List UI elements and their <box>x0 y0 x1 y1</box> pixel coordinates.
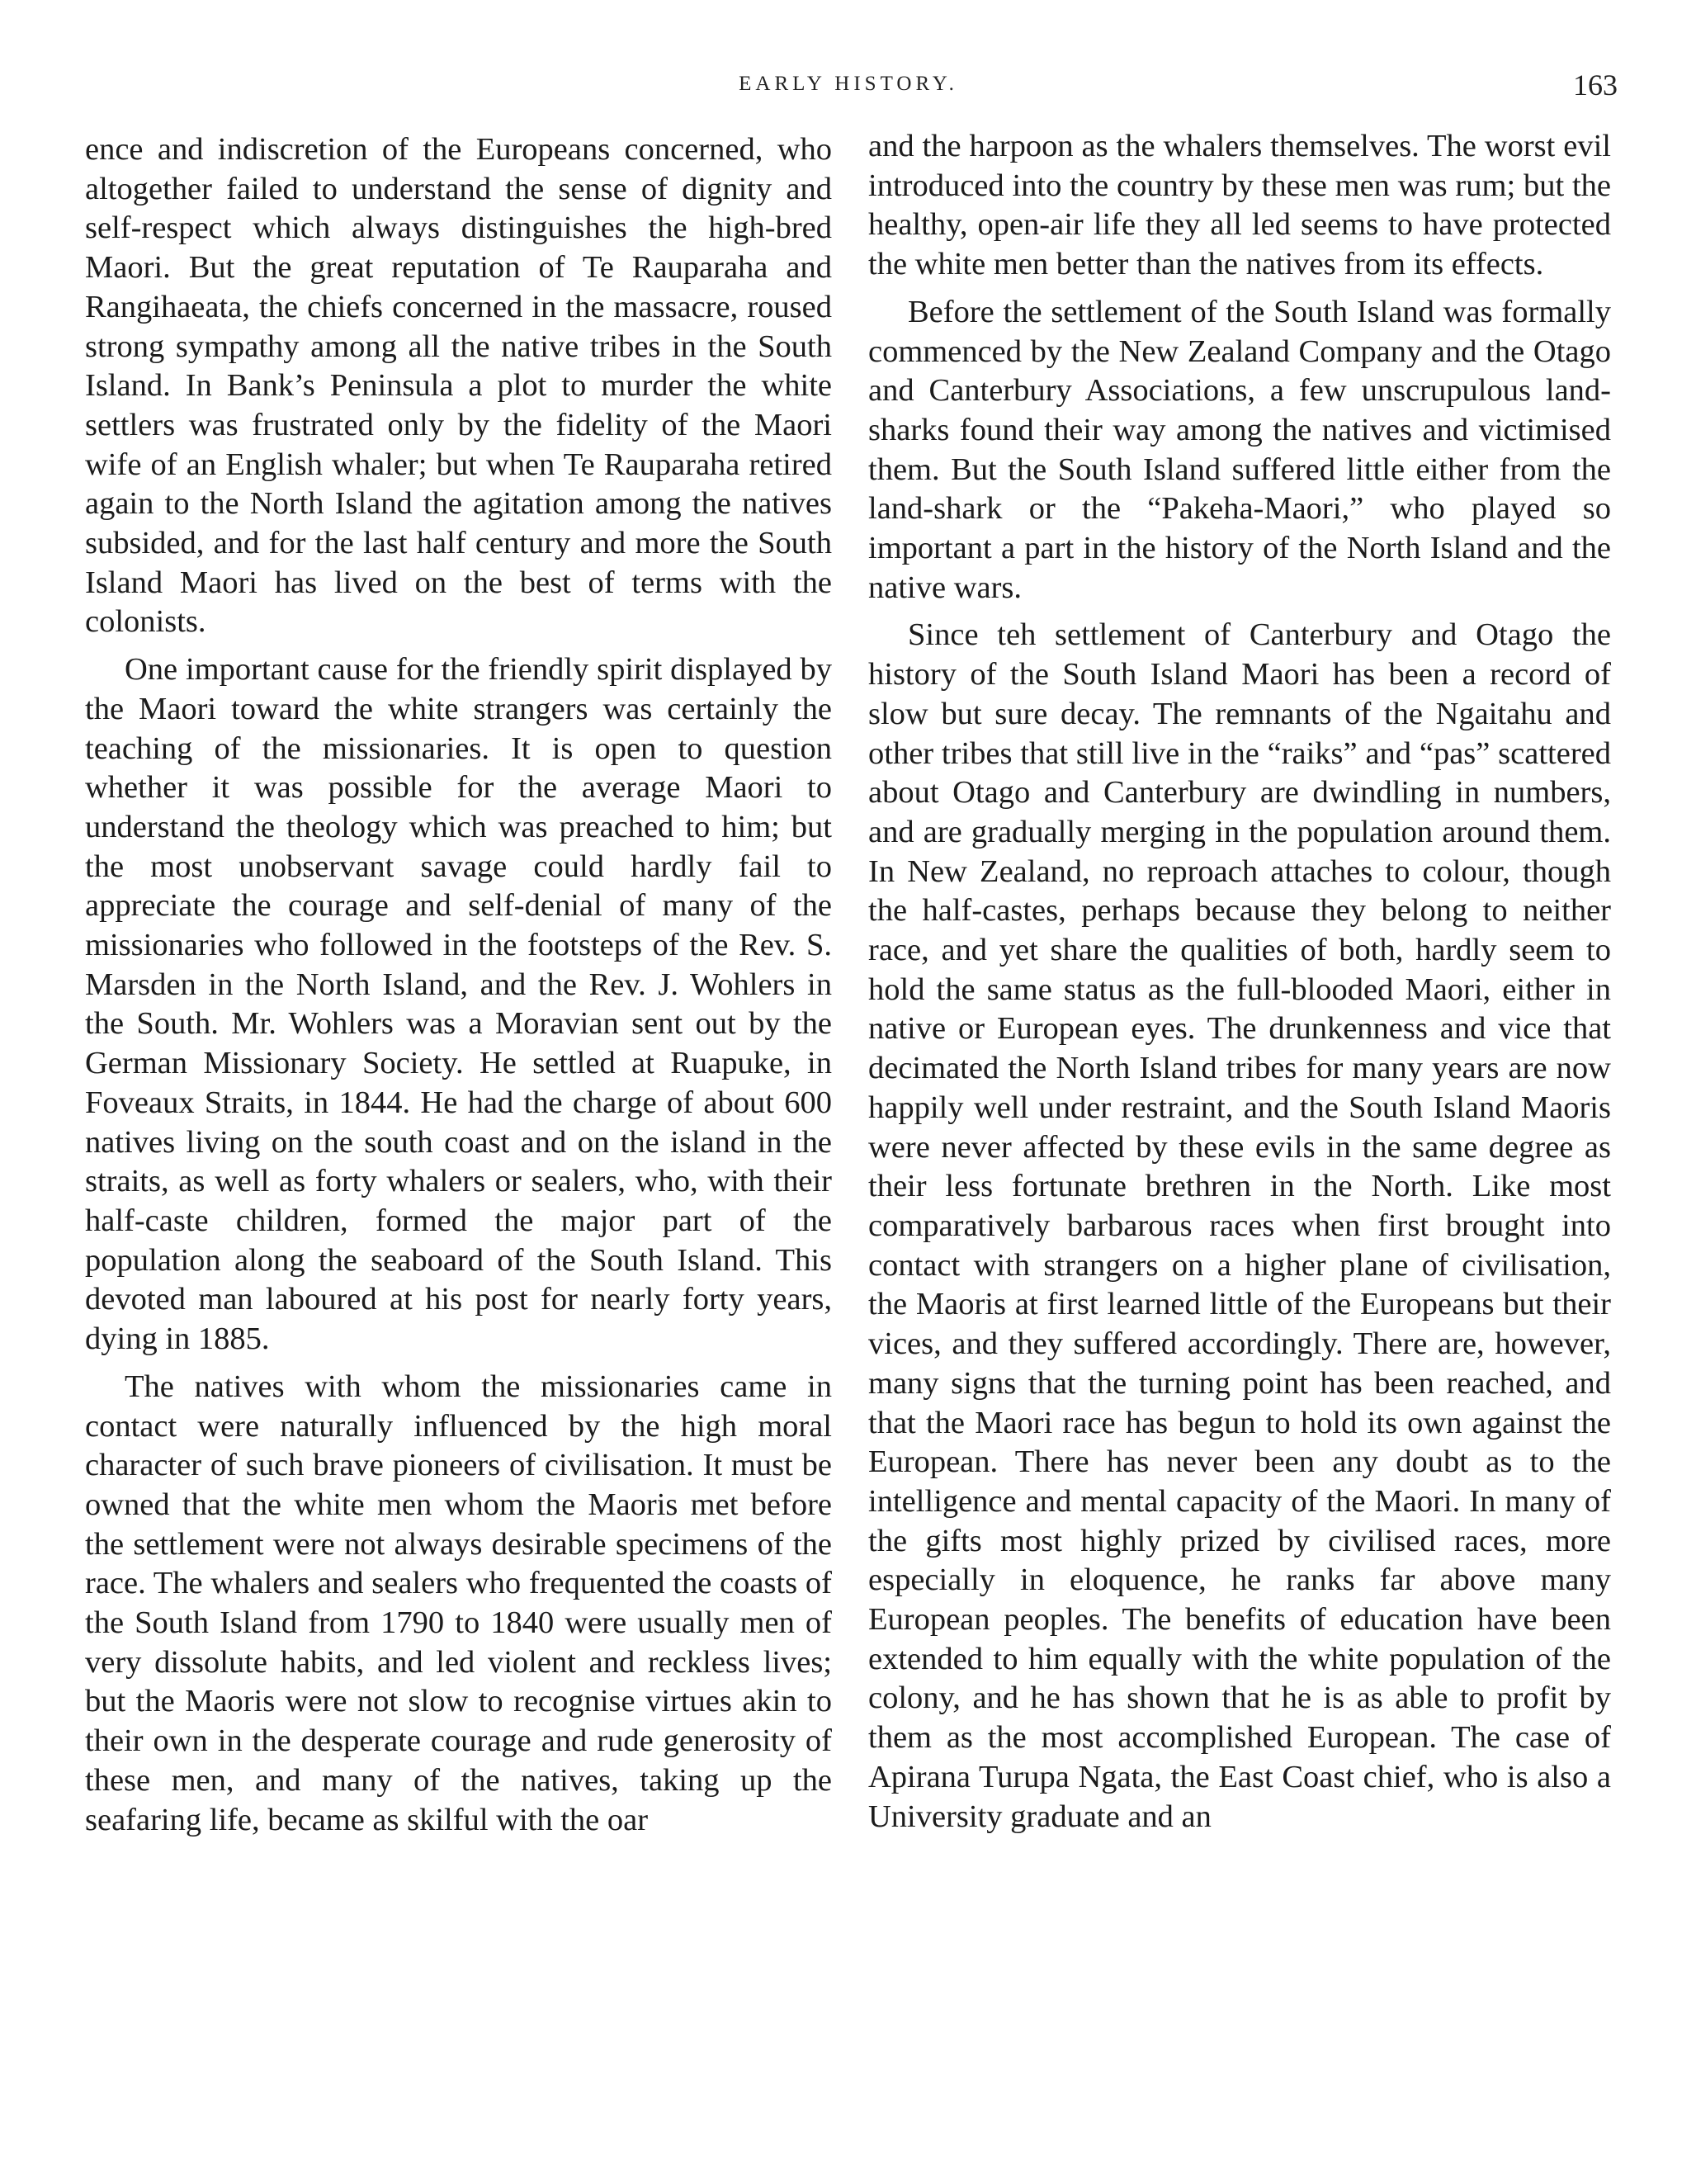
left-paragraph-2: One important cause for the friendly spirit displayed by the Maori toward the white strangers was certainly the teaching of the missionaries. It is open to question whether it was possible for the average Maori to understand the theology which was preached to him; but the most unobservant savage could hardly fail to appreciate the courage and self-denial of many of the missionaries who followed in the footsteps of the Rev. S. Marsden in the North Island, and the Rev. J. Wohlers in the South. Mr. Wohlers was a Moravian sent out by the German Missionary Society. He settled at Ruapuke, in Foveaux Straits, in 1844. He had the charge of about 600 natives living on the south coast and on the island in the straits, as well as forty whalers or sealers, who, with their half-caste children, formed the major part of the population along the seaboard of the South Island. This devoted man laboured at his post for nearly forty years, dying in 1885. <box>85 652 832 1357</box>
right-paragraph-2: Before the settlement of the South Island was formally commenced by the New Zealand Company and the Otago and Canterbury Associations, a few unscrupulous land-sharks found their way among the natives and victimised them. But the South Island suffered little either from the land-shark or the “Pakeha-Maori,” who played so important a part in the history of the North Island and the native wars. <box>868 294 1611 605</box>
left-paragraph-1: ence and indiscretion of the Europeans concerned, who altogether failed to understand the sense of dignity and self-respect which always distinguishes the high-bred Maori. But the great reputation of Te Rauparaha and Rangihaeata, the chiefs concerned in the massacre, roused strong sympathy among all the native tribes in the South Island. In Bank’s Peninsula a plot to murder the white settlers was frustrated only by the fidelity of the Maori wife of an English whaler; but when Te Rauparaha retired again to the North Island the agitation among the natives subsided, and for the last half century and more the South Island Maori has lived on the best of terms with the colonists. <box>85 132 832 640</box>
right-paragraph-3: Since teh settlement of Canterbury and Otago the history of the South Island Maori has been a record of slow but sure decay. The remnants of the Ngaitahu and other tribes that still live in the “raiks” and “pas” scattered about Otago and Canterbury are dwindling in numbers, and are gradually merging in the population around them. In New Zealand, no reproach attaches to colour, though the half-castes, perhaps because they belong to neither race, and yet share the qualities of both, hardly seem to hold the same status as the full-blooded Maori, either in native or European eyes. The drunkenness and vice that decimated the North Island tribes for many years are now happily well under restraint, and the South Island Maoris were never affected by these evils in the same degree as their less fortunate brethren in the North. Like most comparatively barbarous races when first brought into contact with strangers on a higher plane of civilisation, the Maoris at first learned little of the Europeans but their vices, and they suffered accordingly. There are, however, many signs that the turning point has been reached, and that the Maori race has begun to hold its own against the European. There has never been any doubt as to the intelligence and mental capacity of the Maori. In many of the gifts most highly prized by civilised races, more especially in eloquence, he ranks far above many European peoples. The benefits of education have been extended to him equally with the white population of the colony, and he has shown that he is as able to profit by them as the most accomplished European. The case of Apirana Turupa Ngata, the East Coast chief, who is also a University graduate and an <box>868 617 1611 1834</box>
left-paragraph-3: The natives with whom the missionaries came in contact were naturally influenced by the high moral character of such brave pioneers of civilisation. It must be owned that the white men whom the Maoris met before the settlement were not always desirable specimens of the race. The whalers and sealers who frequented the coasts of the South Island from 1790 to 1840 were usually men of very dissolute habits, and led violent and reckless lives; but the Maoris were not slow to recognise virtues akin to their own in the desperate courage and rude generosity of these men, and many of the natives, taking up the seafaring life, became as skilful with the oar <box>85 1369 832 1837</box>
running-head: EARLY HISTORY. <box>739 73 958 95</box>
page-number: 163 <box>1573 69 1618 102</box>
left-column <box>85 130 832 1848</box>
right-column <box>868 127 1611 1845</box>
right-paragraph-1: and the harpoon as the whalers themselves. The worst evil introduced into the country by these men was rum; but the healthy, open-air life they all led seems to have protected the white men better than the natives from its effects. <box>868 129 1611 282</box>
